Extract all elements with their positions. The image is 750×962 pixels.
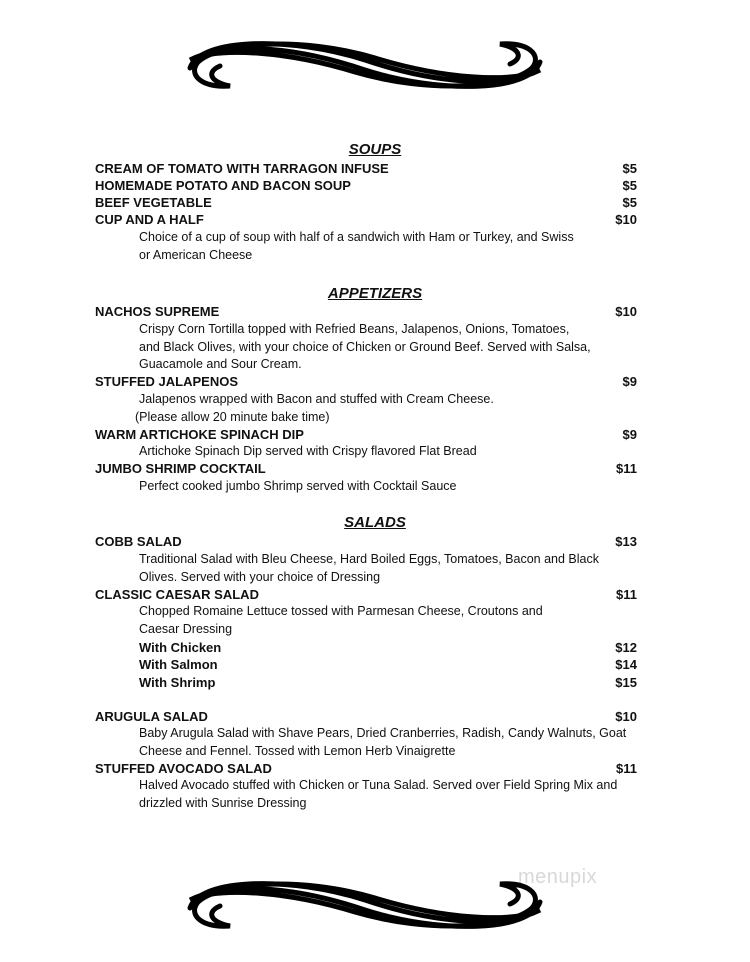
menu-item xyxy=(95,426,637,443)
menu-item xyxy=(95,177,637,194)
menu-item xyxy=(95,211,637,228)
item-name: HOMEMADE POTATO AND BACON SOUP xyxy=(95,178,351,193)
item-price: $11 xyxy=(616,461,637,476)
description-line: Halved Avocado stuffed with Chicken or Tuna Salad. Served over Field Spring Mix and xyxy=(139,778,618,792)
description-line: Olives. Served with your choice of Dressing xyxy=(139,569,381,584)
item-name: COBB SALAD xyxy=(95,534,182,549)
item-price: $10 xyxy=(615,212,637,227)
menu-item xyxy=(95,460,637,477)
description-line: and Black Olives, with your choice of Chicken or Ground Beef. Served with Salsa, xyxy=(139,339,591,354)
description-line: Crispy Corn Tortilla topped with Refried Beans, Jalapenos, Onions, Tomatoes, xyxy=(139,322,570,336)
description-line: Guacamole and Sour Cream. xyxy=(139,357,302,371)
item-name: CUP AND A HALF xyxy=(95,212,204,227)
item-price: $11 xyxy=(616,761,637,776)
option-price: $15 xyxy=(615,675,637,690)
item-price: $5 xyxy=(622,161,637,176)
menu-option xyxy=(139,639,637,656)
option-price: $14 xyxy=(615,657,637,672)
item-name: CLASSIC CAESAR SALAD xyxy=(95,587,259,602)
item-price: $5 xyxy=(622,178,637,193)
item-price: $10 xyxy=(615,304,637,319)
description-line: Chopped Romaine Lettuce tossed with Parmesan Cheese, Croutons and xyxy=(139,604,543,618)
item-price: $9 xyxy=(622,427,637,442)
option-name: With Chicken xyxy=(139,640,222,655)
item-price: $13 xyxy=(615,534,637,549)
menu-option xyxy=(139,674,637,691)
item-description xyxy=(139,725,669,760)
option-price: $12 xyxy=(615,640,637,655)
item-price: $10 xyxy=(615,709,637,724)
item-name: BEEF VEGETABLE xyxy=(95,195,212,210)
section-heading-appetizers: APPETIZERS xyxy=(327,285,423,302)
item-name: CREAM OF TOMATO WITH TARRAGON INFUSE xyxy=(95,161,389,176)
item-description xyxy=(139,478,669,496)
description-line: Caesar Dressing xyxy=(139,621,233,636)
menu-item xyxy=(95,533,637,550)
description-line: Jalapenos wrapped with Bacon and stuffed with Cream Cheese. xyxy=(139,392,494,406)
item-name: NACHOS SUPREME xyxy=(95,304,220,319)
option-name: With Shrimp xyxy=(139,675,216,690)
item-name: STUFFED AVOCADO SALAD xyxy=(95,761,272,776)
item-description xyxy=(135,391,669,426)
menu-item xyxy=(95,708,637,725)
item-description xyxy=(139,603,669,638)
menu-item xyxy=(95,194,637,211)
description-line: Traditional Salad with Bleu Cheese, Hard Boiled Eggs, Tomatoes, Bacon and Black xyxy=(139,552,599,566)
section-heading-salads: SALADS xyxy=(344,514,406,531)
decorative-swirl-top xyxy=(170,30,560,100)
watermark: menupix xyxy=(518,866,598,888)
item-description xyxy=(139,551,669,586)
menu-item xyxy=(95,160,637,177)
description-line: drizzled with Sunrise Dressing xyxy=(139,795,307,810)
item-name: JUMBO SHRIMP COCKTAIL xyxy=(95,461,266,476)
decorative-swirl-bottom xyxy=(170,870,560,940)
menu-option xyxy=(139,656,637,673)
item-name: STUFFED JALAPENOS xyxy=(95,374,239,389)
description-line: (Please allow 20 minute bake time) xyxy=(135,409,330,424)
description-line: or American Cheese xyxy=(139,247,253,262)
description-line: Cheese and Fennel. Tossed with Lemon Herb Vinaigrette xyxy=(139,743,456,758)
item-description xyxy=(139,443,669,461)
description-line: Artichoke Spinach Dip served with Crispy flavored Flat Bread xyxy=(139,444,477,458)
item-price: $11 xyxy=(616,587,637,602)
menu-item xyxy=(95,586,637,603)
section-heading-soups: SOUPS xyxy=(348,141,402,158)
option-name: With Salmon xyxy=(139,657,218,672)
menu-item xyxy=(95,760,637,777)
menu-item xyxy=(95,373,637,390)
item-price: $9 xyxy=(622,374,637,389)
menu-item xyxy=(95,303,637,320)
item-description xyxy=(139,229,669,264)
description-line: Choice of a cup of soup with half of a sandwich with Ham or Turkey, and Swiss xyxy=(139,230,574,244)
item-name: WARM ARTICHOKE SPINACH DIP xyxy=(95,427,304,442)
description-line: Baby Arugula Salad with Shave Pears, Dried Cranberries, Radish, Candy Walnuts, Goat xyxy=(139,726,627,740)
item-price: $5 xyxy=(622,195,637,210)
item-name: ARUGULA SALAD xyxy=(95,709,208,724)
item-description xyxy=(139,321,669,374)
item-description xyxy=(139,777,669,812)
description-line: Perfect cooked jumbo Shrimp served with Cocktail Sauce xyxy=(139,479,457,493)
